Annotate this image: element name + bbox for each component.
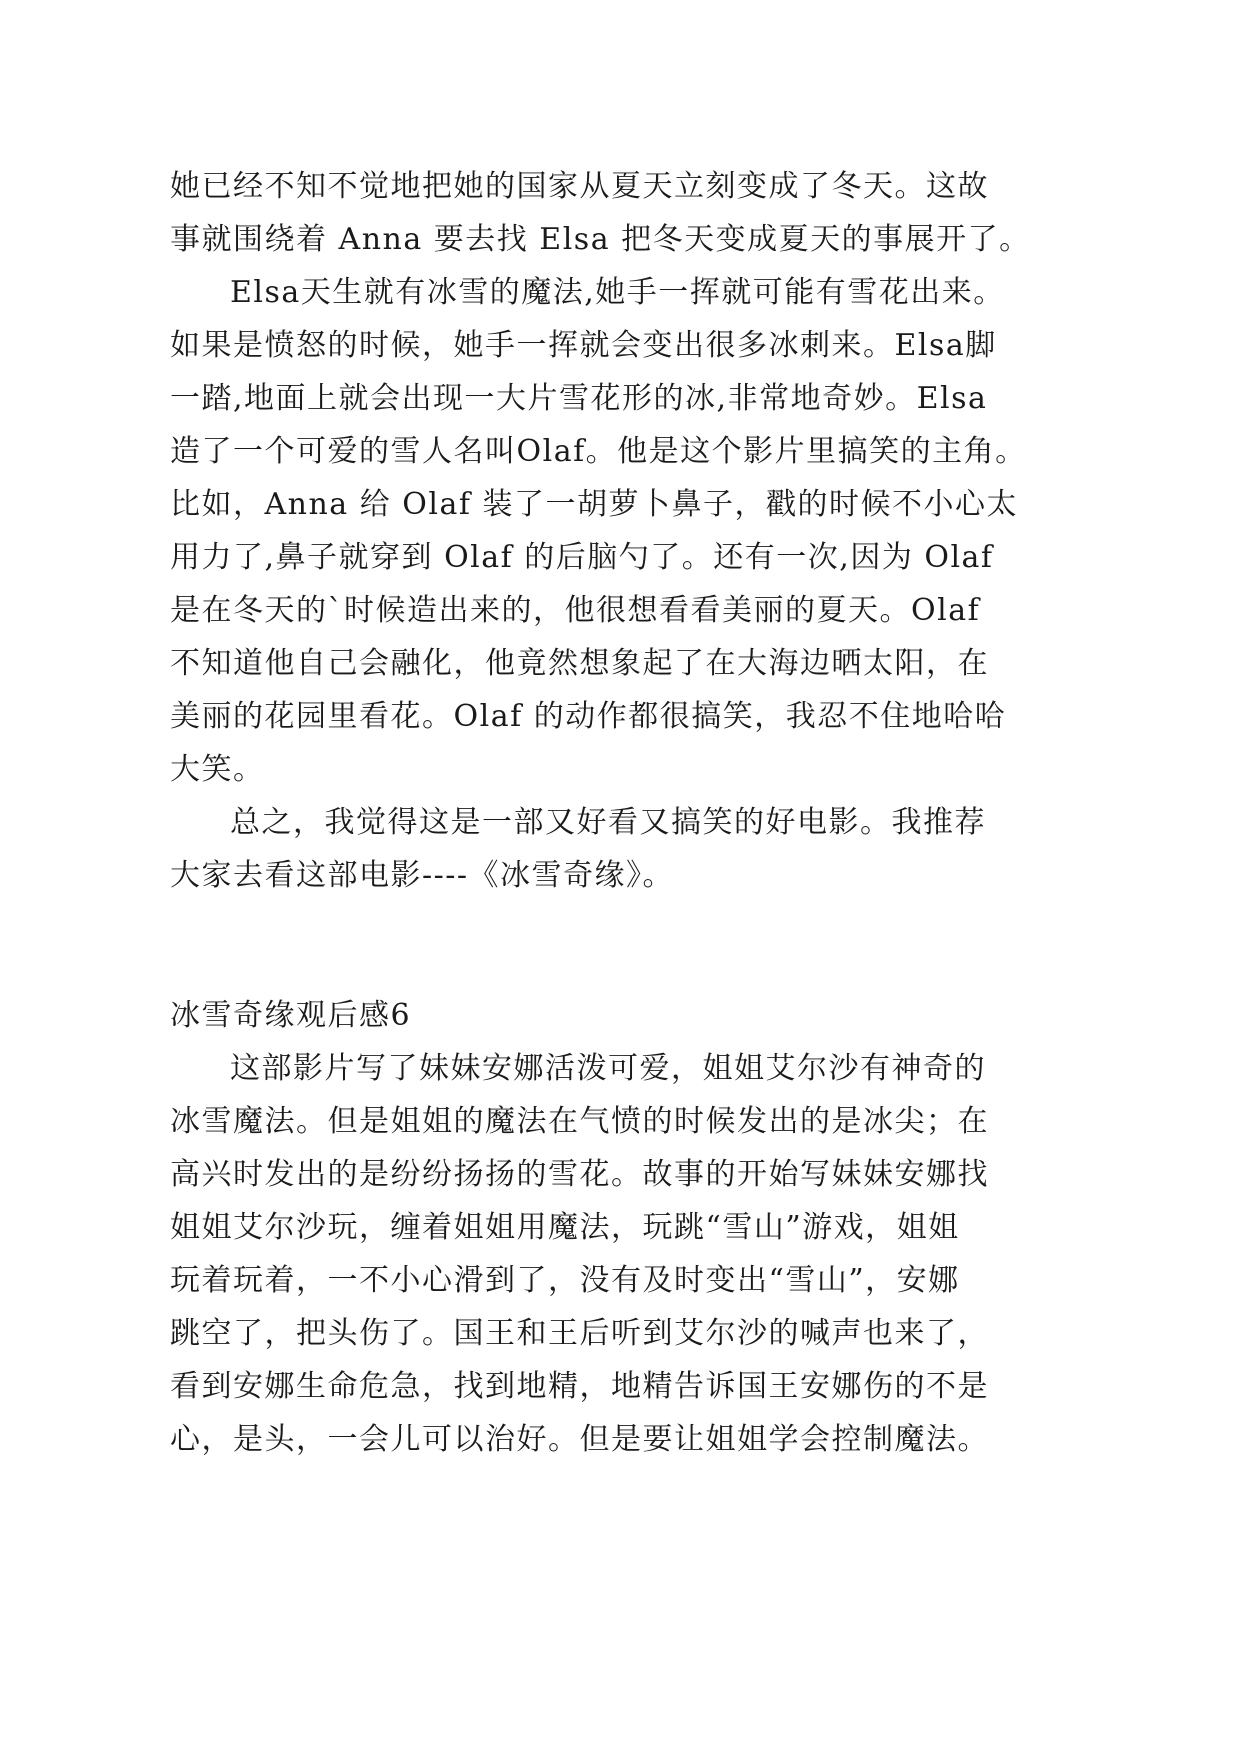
- heading-text: 冰雪奇缘观后感6: [170, 998, 412, 1033]
- paragraph-line: [0, 638, 1241, 690]
- paragraph-line: [0, 320, 1241, 372]
- text-line: 跳空了，把头伤了。国王和王后听到艾尔沙的喊声也来了，: [170, 1316, 989, 1351]
- text-line: 大笑。: [170, 752, 265, 787]
- text-line: 高兴时发出的是纷纷扬扬的雪花。故事的开始写妹妹安娜找: [170, 1157, 989, 1192]
- text-line: 造了一个可爱的雪人名叫Olaf。他是这个影片里搞笑的主角。: [170, 434, 1027, 469]
- paragraph-line: [0, 1096, 1241, 1148]
- paragraph-line: [0, 532, 1241, 584]
- text-line: 用力了,鼻子就穿到 Olaf 的后脑勺了。还有一次,因为 Olaf: [170, 540, 994, 575]
- text-line: 美丽的花园里看花。Olaf 的动作都很搞笑，我忍不住地哈哈: [170, 699, 1007, 734]
- text-line: 大家去看这部电影----《冰雪奇缘》。: [170, 858, 675, 893]
- paragraph-line: [0, 1202, 1241, 1254]
- paragraph-line: [0, 1361, 1241, 1413]
- text-line: 一踏,地面上就会出现一大片雪花形的冰,非常地奇妙。Elsa: [170, 381, 988, 416]
- paragraph-line: [0, 426, 1241, 478]
- text-line: 不知道他自己会融化，他竟然想象起了在大海边晒太阳，在: [170, 646, 989, 681]
- paragraph-line: [0, 1149, 1241, 1201]
- paragraph-line: [0, 1255, 1241, 1307]
- text-line: 心，是头，一会儿可以治好。但是要让姐姐学会控制魔法。: [170, 1422, 989, 1457]
- paragraph-line: [0, 744, 1241, 796]
- paragraph-line: [0, 850, 1241, 902]
- paragraph-line: [0, 1308, 1241, 1360]
- text-line: 总之，我觉得这是一部又好看又搞笑的好电影。我推荐: [230, 805, 986, 840]
- paragraph-line: [0, 267, 1241, 319]
- paragraph-line: [0, 797, 1241, 849]
- text-line: Elsa天生就有冰雪的魔法,她手一挥就可能有雪花出来。: [230, 275, 1005, 310]
- paragraph-line: [0, 479, 1241, 531]
- paragraph-line: [0, 214, 1241, 266]
- text-line: 看到安娜生命危急，找到地精，地精告诉国王安娜伤的不是: [170, 1369, 989, 1404]
- text-line: 冰雪魔法。但是姐姐的魔法在气愤的时候发出的是冰尖；在: [170, 1104, 989, 1139]
- section-heading: [0, 990, 1241, 1042]
- text-line: 比如，Anna 给 Olaf 装了一胡萝卜鼻子，戳的时候不小心太: [170, 487, 1018, 522]
- paragraph-line: [0, 161, 1241, 213]
- text-line: 姐姐艾尔沙玩，缠着姐姐用魔法，玩跳“雪山”游戏，姐姐: [170, 1210, 960, 1245]
- text-line: 是在冬天的`时候造出来的，他很想看看美丽的夏天。Olaf: [170, 593, 981, 628]
- text-line: 事就围绕着 Anna 要去找 Elsa 把冬天变成夏天的事展开了。: [170, 222, 1031, 257]
- paragraph-line: [0, 1043, 1241, 1095]
- paragraph-line: [0, 373, 1241, 425]
- paragraph-line: [0, 585, 1241, 637]
- text-line: 如果是愤怒的时候，她手一挥就会变出很多冰刺来。Elsa脚: [170, 328, 997, 363]
- text-line: 玩着玩着，一不小心滑到了，没有及时变出“雪山”，安娜: [170, 1263, 960, 1298]
- text-line: 这部影片写了妹妹安娜活泼可爱，姐姐艾尔沙有神奇的: [230, 1051, 986, 1086]
- text-line: 她已经不知不觉地把她的国家从夏天立刻变成了冬天。这故: [170, 169, 989, 204]
- paragraph-line: [0, 1414, 1241, 1466]
- paragraph-line: [0, 691, 1241, 743]
